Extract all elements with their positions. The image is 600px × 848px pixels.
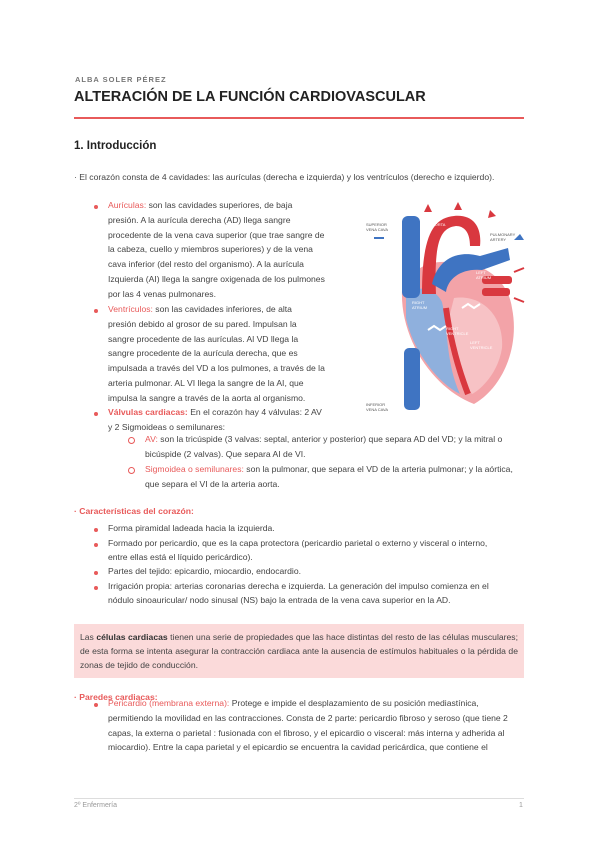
label-aorta: AORTA: [432, 222, 446, 227]
text-line: son las cavidades superiores, de baja: [148, 200, 293, 210]
text-line: miocardio). Entre la capa parietal y el epicardio se encuentra la cavidad pericárdica, que contiene el: [108, 742, 488, 753]
cells-callout-box: [74, 624, 524, 678]
text-line: por las 4 venas pulmonares.: [108, 288, 216, 299]
text-line: son las cavidades inferiores, de alta: [155, 304, 292, 314]
list-item: Partes del tejido: epicardio, miocardio, endocardio.: [108, 566, 301, 576]
list-item: Irrigación propia: arterias coronarias derecha e izquierda. La generación del impulso comienza en el: [108, 581, 489, 591]
footer-course: 2º Enfermería: [74, 802, 118, 809]
text-line: Protege e impide el desplazamiento de su posición mediastínica,: [231, 698, 479, 708]
valvulas-paragraph: [108, 405, 368, 435]
bullet-dot: [94, 571, 98, 575]
text-line: cava inferior (del resto del organismo). A la aurícula: [108, 259, 304, 270]
pericardio-paragraph: [108, 696, 528, 755]
ventriculos-term: Ventrículos:: [108, 304, 153, 314]
document-title: ALTERACIÓN DE LA FUNCIÓN CARDIOVASCULAR: [74, 89, 426, 105]
intro-paragraph: · El corazón consta de 4 cavidades: las aurículas (derecha e izquierda) y los ventrículos (derecho e izquierdo).: [74, 172, 495, 182]
av-paragraph: [145, 432, 530, 462]
label-la: LEFT ATRIUM: [476, 270, 492, 280]
text-line: Izquierda (AI) llega la sangre oxigenada de los pulmones: [108, 273, 325, 284]
caracteristicas-heading: · Características del corazón:: [74, 506, 194, 516]
bullet-dot: [94, 703, 98, 707]
text-line: son la pulmonar, que separa el VD de la arteria pulmonar; y la aórtica,: [246, 464, 513, 474]
bullet-dot: [94, 205, 98, 209]
list-item-continued: nódulo sinoauricular/ nodo sinusal (NS) bajo la entrada de la vena cava superior en la AD.: [108, 595, 451, 605]
sub-bullet-circle: [128, 437, 135, 444]
text-line: arteria pulmonar. AL VI llega la sangre de la AI, que: [108, 377, 304, 388]
label-svc: SUPERIOR VENA CAVA: [366, 222, 389, 232]
sigmoidea-paragraph: [145, 462, 530, 492]
sub-bullet-circle: [128, 467, 135, 474]
label-ivc: INFERIOR VENA CAVA: [366, 402, 389, 412]
bullet-dot: [94, 412, 98, 416]
footer-divider: [74, 798, 524, 799]
text-line: la cabeza, cuello y miembros superiores) y de la vena: [108, 244, 313, 255]
text-line: y 2 Sigmoideas o semilunares:: [108, 421, 226, 432]
text-line: bicúspide (2 valvas). Que separa AI de VI.: [145, 448, 306, 459]
list-item-continued: entre ellas está el líquido pericárdico).: [108, 552, 253, 562]
section-title: 1. Introducción: [74, 140, 157, 152]
list-item: Forma piramidal ladeada hacia la izquierda.: [108, 523, 275, 533]
author-name: ALBA SOLER PÉREZ: [75, 75, 167, 84]
text-line: capas, la externa o parietal : fusionada con el fibroso, y el epicardio o visceral: más interna y adherida al: [108, 727, 505, 738]
label-pulmonary-artery: PULMONARY ARTERY: [490, 232, 516, 242]
callout-rest: tienen una serie de propiedades que las hace distintas del resto de las células musculares; de esta forma se intenta asegurar la contracción cardiaca ante la ausencia de estímulos habituales o la pérdida de zonas de tejido de conducción.: [80, 632, 518, 670]
text-line: sangre procedente de las aurículas. Al VD llega la: [108, 333, 299, 344]
callout-text: [74, 624, 524, 678]
paredes-heading: · Paredes cardiacas:: [74, 692, 158, 702]
text-line: sangre procedente de la aurícula derecha, que es: [108, 348, 298, 359]
text-line: son la tricúspide (3 valvas: septal, anterior y posterior) que separa AD del VD; y la mitral o: [160, 434, 503, 444]
bullet-dot: [94, 543, 98, 547]
text-line: permitiendo la movilidad en las contracciones. Consta de 2 parte: pericardio fibroso y seroso (que tiene 2: [108, 712, 508, 723]
callout-term: células cardiacas: [96, 632, 168, 642]
bullet-dot: [94, 586, 98, 590]
text-line: presión. A la aurícula derecha (AD) llega sangre: [108, 214, 291, 225]
label-ra: RIGHT ATRIUM: [412, 300, 428, 310]
title-divider: [74, 117, 524, 119]
list-item: Formado por pericardio, que es la capa protectora (pericardio parietal o externo y visceral o interno,: [108, 538, 488, 548]
text-line: que separa el VI de la arteria aorta.: [145, 478, 280, 489]
callout-prefix: Las: [80, 632, 97, 642]
text-line: impulsada a través del VD a los pulmones, a través de la: [108, 363, 325, 374]
bullet-dot: [94, 309, 98, 313]
sigmoidea-term: Sigmoidea o semilunares:: [145, 464, 244, 474]
pericardio-term: Pericardio (membrana externa):: [108, 698, 230, 708]
auriculas-paragraph: [108, 198, 356, 302]
valvulas-term: Válvulas cardiacas:: [108, 407, 188, 417]
label-rv: RIGHT VENTRICLE: [446, 326, 469, 336]
av-term: AV:: [145, 434, 158, 444]
bullet-dot: [94, 528, 98, 532]
auriculas-term: Aurículas:: [108, 200, 147, 210]
page-number: 1: [519, 802, 523, 809]
label-lv: LEFT VENTRICLE: [470, 340, 493, 350]
text-line: presión debido al grosor de su pared. Impulsan la: [108, 318, 297, 329]
text-line: impulsa la sangre a través de la aorta al organismo.: [108, 392, 306, 403]
ventriculos-paragraph: [108, 302, 356, 406]
text-line: En el corazón hay 4 válvulas: 2 AV: [190, 407, 322, 417]
text-line: procedente de la vena cava superior (que trae sangre de: [108, 229, 325, 240]
